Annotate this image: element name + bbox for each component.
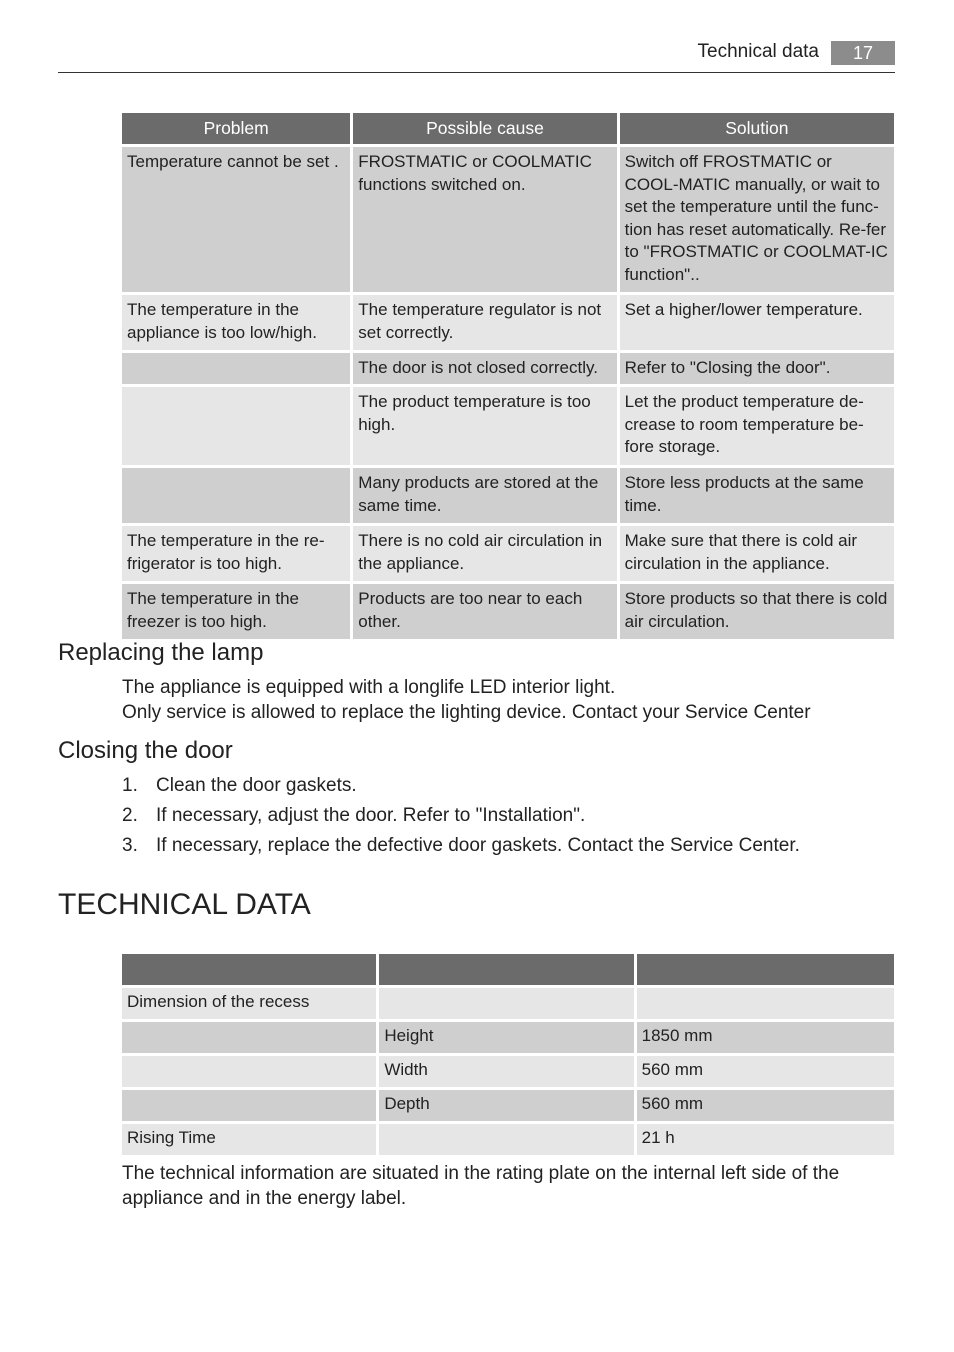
lamp-text-line-2: Only service is allowed to replace the lighting device. Contact your Service Center bbox=[122, 702, 811, 723]
problem-cell: The temperature in the freezer is too high. bbox=[122, 584, 350, 639]
problem-cell: Temperature cannot be set . bbox=[122, 147, 350, 292]
step-number: 2. bbox=[122, 805, 138, 826]
table-row bbox=[122, 353, 894, 384]
replacing-lamp-heading: Replacing the lamp bbox=[58, 639, 264, 666]
parameter-cell bbox=[379, 988, 633, 1019]
label-cell bbox=[122, 1022, 376, 1053]
table-row bbox=[122, 526, 894, 581]
table-row bbox=[122, 387, 894, 465]
table-row bbox=[122, 1056, 894, 1087]
column-header-solution: Solution bbox=[620, 113, 894, 144]
step-text: Clean the door gaskets. bbox=[156, 775, 357, 796]
value-cell: 560 mm bbox=[637, 1090, 894, 1121]
parameter-cell: Width bbox=[379, 1056, 633, 1087]
label-cell: Rising Time bbox=[122, 1124, 376, 1155]
step-number: 1. bbox=[122, 775, 138, 796]
technical-note: The technical information are situated in the rating plate on the internal left side of the appliance and in the energy label. bbox=[122, 1163, 840, 1209]
lamp-text-line-1: The appliance is equipped with a longlife LED interior light. bbox=[122, 677, 616, 698]
step-text: If necessary, replace the defective door gaskets. Contact the Service Center. bbox=[156, 835, 800, 856]
table-row bbox=[122, 147, 894, 292]
value-cell bbox=[637, 988, 894, 1019]
cause-cell: The door is not closed correctly. bbox=[353, 353, 616, 384]
column-header-problem: Problem bbox=[122, 113, 350, 144]
solution-cell: Make sure that there is cold air circulation in the appliance. bbox=[620, 526, 894, 581]
table-row bbox=[122, 468, 894, 523]
label-cell: Dimension of the recess bbox=[122, 988, 376, 1019]
cause-cell: Many products are stored at the same time. bbox=[353, 468, 616, 523]
table-row bbox=[122, 1124, 894, 1155]
solution-cell: Refer to "Closing the door". bbox=[620, 353, 894, 384]
table-row bbox=[122, 988, 894, 1019]
column-header-cause: Possible cause bbox=[353, 113, 616, 144]
table-row bbox=[122, 1090, 894, 1121]
technical-data-table bbox=[119, 951, 897, 1158]
label-cell bbox=[122, 1056, 376, 1087]
solution-cell: Store products so that there is cold air circulation. bbox=[620, 584, 894, 639]
column-header bbox=[637, 954, 894, 985]
closing-door-heading: Closing the door bbox=[58, 737, 233, 764]
cause-cell: There is no cold air circulation in the appliance. bbox=[353, 526, 616, 581]
list-item bbox=[122, 802, 800, 832]
section-title: Technical data bbox=[697, 41, 819, 62]
parameter-cell: Depth bbox=[379, 1090, 633, 1121]
value-cell: 21 h bbox=[637, 1124, 894, 1155]
technical-data-heading: TECHNICAL DATA bbox=[58, 888, 311, 921]
parameter-cell: Height bbox=[379, 1022, 633, 1053]
value-cell: 560 mm bbox=[637, 1056, 894, 1087]
parameter-cell bbox=[379, 1124, 633, 1155]
cause-cell: The product temperature is too high. bbox=[353, 387, 616, 465]
table-row bbox=[122, 1022, 894, 1053]
problem-cell bbox=[122, 468, 350, 523]
solution-cell: Store less products at the same time. bbox=[620, 468, 894, 523]
table-row bbox=[122, 584, 894, 639]
list-item bbox=[122, 772, 800, 802]
step-text: If necessary, adjust the door. Refer to "Installation". bbox=[156, 805, 586, 826]
problem-cell: The temperature in the re-frigerator is too high. bbox=[122, 526, 350, 581]
column-header bbox=[122, 954, 376, 985]
problem-cell: The temperature in the appliance is too low/high. bbox=[122, 295, 350, 350]
problem-cell bbox=[122, 387, 350, 465]
value-cell: 1850 mm bbox=[637, 1022, 894, 1053]
list-item bbox=[122, 832, 800, 862]
solution-cell: Let the product temperature de-crease to room temperature be-fore storage. bbox=[620, 387, 894, 465]
cause-cell: FROSTMATIC or COOLMATIC functions switched on. bbox=[353, 147, 616, 292]
label-cell bbox=[122, 1090, 376, 1121]
step-number: 3. bbox=[122, 835, 138, 856]
solution-cell: Set a higher/lower temperature. bbox=[620, 295, 894, 350]
page-header bbox=[58, 36, 895, 73]
column-header bbox=[379, 954, 633, 985]
page-number: 17 bbox=[831, 41, 895, 65]
table-row bbox=[122, 295, 894, 350]
closing-door-steps bbox=[122, 772, 800, 862]
cause-cell: The temperature regulator is not set correctly. bbox=[353, 295, 616, 350]
cause-cell: Products are too near to each other. bbox=[353, 584, 616, 639]
problem-cell bbox=[122, 353, 350, 384]
troubleshooting-table bbox=[119, 110, 897, 642]
solution-cell: Switch off FROSTMATIC or COOL-MATIC manually, or wait to set the temperature until the func-tion has reset automatically. Re-fer to "FROSTMATIC or COOLMAT-IC function".. bbox=[620, 147, 894, 292]
